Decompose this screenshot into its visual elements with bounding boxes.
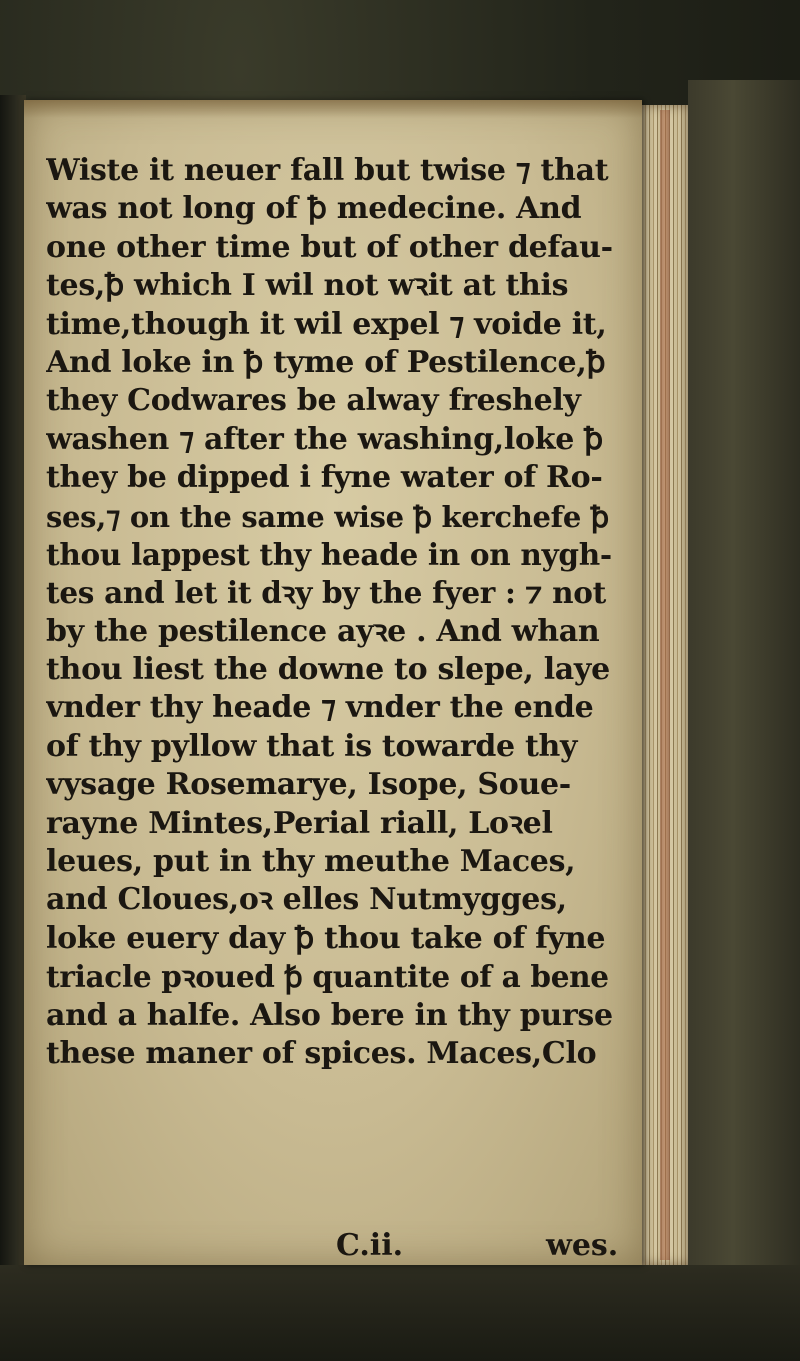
page-stack-red-edge (660, 110, 670, 1260)
text-line: leues, put in thy meuthe Maces, (46, 844, 576, 880)
text-line: Wiste it neuer fall but twise ⁊ that (46, 153, 609, 188)
signature-mark: C.ii. (336, 1228, 404, 1263)
catchword: wes. (546, 1228, 619, 1263)
binding-edge (0, 95, 26, 1270)
text-line: thou lappest thy heade in on nygh- (46, 536, 612, 572)
text-line: vnder thy heade ⁊ vnder the ende (46, 690, 594, 726)
text-line: thou liest the downe to slepe, laye (46, 652, 610, 688)
page-footer (46, 1228, 619, 1268)
text-line: and a halfe. Also bere in thy purse (46, 997, 613, 1033)
text-line: one other time but of other defau- (46, 229, 613, 265)
text-line: tes,ꝥ which I wil not wꝛit at this (46, 268, 569, 304)
text-line: of thy pyllow that is towarde thy (46, 728, 578, 764)
text-line: washen ⁊ after the washing,loke ꝥ (46, 421, 603, 457)
text-line: time,though it wil expel ⁊ voide it, (46, 306, 607, 342)
text-line: and Cloues,oꝛ elles Nutmygges, (46, 882, 567, 918)
book-cover (688, 80, 800, 1280)
text-line: by the pestilence ayꝛe . And whan (46, 613, 600, 649)
page-text (46, 152, 614, 1073)
text-line: ses,⁊ on the same wise ꝥ kerchefe ꝥ (46, 499, 609, 534)
text-line: triacle pꝛoued ꝥ quantite of a bene (46, 959, 609, 995)
background-bottom (0, 1265, 800, 1361)
text-line: rayne Mintes,Perial riall, Loꝛel (46, 805, 553, 841)
text-line: loke euery day ꝥ thou take of fyne (46, 920, 606, 956)
text-line: And loke in ꝥ tyme of Pestilence,ꝥ (46, 344, 606, 380)
text-line: was not long of ꝥ medecine. And (46, 191, 582, 227)
text-line: these maner of spices. Maces,Clo (46, 1035, 597, 1071)
text-line: tes and let it dꝛy by the fyer : ⁊ not (46, 575, 606, 611)
text-line: they Codwares be alway freshely (46, 383, 581, 419)
text-line: vysage Rosemarye, Isope, Soue- (46, 767, 571, 803)
text-line: they be dipped i fyne water of Ro- (46, 460, 603, 496)
